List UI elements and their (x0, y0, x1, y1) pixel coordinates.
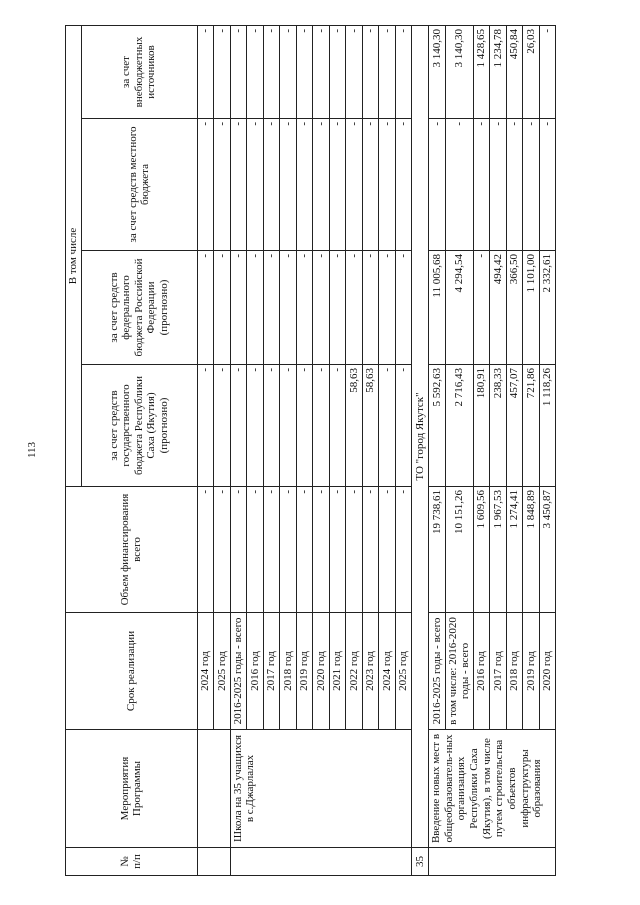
local-cell: - (214, 119, 231, 251)
section-row (412, 26, 429, 876)
federal-cell: - (473, 251, 490, 365)
extra-cell: 3 140,30 (445, 26, 473, 119)
total-cell: 10 151,26 (445, 487, 473, 613)
regional-cell: - (313, 365, 330, 487)
regional-cell: 58,63 (362, 365, 379, 487)
local-cell: - (523, 119, 540, 251)
page-number: 113 (26, 441, 38, 459)
no-cell (230, 848, 412, 876)
federal-cell: - (263, 251, 280, 365)
federal-cell: 4 294,54 (445, 251, 473, 365)
local-cell: - (329, 119, 346, 251)
financing-table (65, 25, 556, 876)
table-row (429, 26, 446, 876)
extra-cell: 1 428,65 (473, 26, 490, 119)
total-cell: - (280, 487, 297, 613)
period-cell: 2016 год (247, 613, 264, 730)
period-cell: 2020 год (313, 613, 330, 730)
period-cell: 2022 год (346, 613, 363, 730)
table-row (230, 26, 247, 876)
extra-cell: 1 234,78 (490, 26, 507, 119)
header-incl: В том числе (66, 26, 82, 487)
extra-cell: 26,03 (523, 26, 540, 119)
period-cell: 2019 год (523, 613, 540, 730)
regional-cell: 180,91 (473, 365, 490, 487)
regional-cell: - (280, 365, 297, 487)
federal-cell: - (379, 251, 396, 365)
total-cell: - (214, 487, 231, 613)
total-cell: 1 967,53 (490, 487, 507, 613)
federal-cell: - (214, 251, 231, 365)
regional-cell: 2 716,43 (445, 365, 473, 487)
extra-cell: - (329, 26, 346, 119)
extra-cell: - (230, 26, 247, 119)
header-period: Срок реализации (66, 613, 198, 730)
header-local: за счет средств местного бюджета (81, 119, 197, 251)
total-cell: - (379, 487, 396, 613)
total-cell: 1 609,56 (473, 487, 490, 613)
extra-cell: - (379, 26, 396, 119)
extra-cell: 450,84 (506, 26, 523, 119)
period-cell: 2016 год (473, 613, 490, 730)
extra-cell: - (247, 26, 264, 119)
extra-cell: - (362, 26, 379, 119)
regional-cell: - (247, 365, 264, 487)
local-cell: - (490, 119, 507, 251)
federal-cell: - (280, 251, 297, 365)
total-cell: - (247, 487, 264, 613)
federal-cell: 494,42 (490, 251, 507, 365)
local-cell: - (473, 119, 490, 251)
total-cell: 19 738,61 (429, 487, 446, 613)
header-federal: за счет средств федерального бюджета Российской Федерации (прогнозно) (81, 251, 197, 365)
local-cell: - (506, 119, 523, 251)
period-cell: 2018 год (506, 613, 523, 730)
local-cell: - (346, 119, 363, 251)
total-cell: - (329, 487, 346, 613)
extra-cell: - (313, 26, 330, 119)
federal-cell: - (329, 251, 346, 365)
period-cell: 2018 год (280, 613, 297, 730)
local-cell: - (379, 119, 396, 251)
regional-cell: 457,07 (506, 365, 523, 487)
intro-name-cell: Введение новых мест в общеобразователь-ных организациях Республики Саха (Якутия), в том числе путем строительства объектов инфраструктуры образования (429, 730, 556, 848)
local-cell: - (445, 119, 473, 251)
header-extra: за счет внебюджетных источников (81, 26, 197, 119)
header-total: Объем финансирования всего (66, 487, 198, 613)
header-no: № п/п (66, 848, 198, 876)
regional-cell: - (230, 365, 247, 487)
federal-cell: 366,50 (506, 251, 523, 365)
federal-cell: 11 005,68 (429, 251, 446, 365)
federal-cell: 2 332,61 (539, 251, 556, 365)
total-cell: 3 450,87 (539, 487, 556, 613)
total-cell: - (313, 487, 330, 613)
federal-cell: - (346, 251, 363, 365)
local-cell: - (197, 119, 214, 251)
period-cell: 2021 год (329, 613, 346, 730)
regional-cell: - (395, 365, 412, 487)
extra-cell: - (214, 26, 231, 119)
regional-cell: - (296, 365, 313, 487)
table-row (197, 26, 214, 876)
total-cell: 1 848,89 (523, 487, 540, 613)
extra-cell: - (346, 26, 363, 119)
table-container (65, 26, 630, 876)
local-cell: - (263, 119, 280, 251)
period-cell: 2025 год (214, 613, 231, 730)
federal-cell: 1 101,00 (523, 251, 540, 365)
total-cell: 1 274,41 (506, 487, 523, 613)
regional-cell: 58,63 (346, 365, 363, 487)
total-cell: - (197, 487, 214, 613)
federal-cell: - (313, 251, 330, 365)
section-number: 35 (412, 848, 429, 876)
federal-cell: - (395, 251, 412, 365)
local-cell: - (429, 119, 446, 251)
period-cell: в том числе: 2016-2020 годы - всего (445, 613, 473, 730)
period-cell: 2017 год (490, 613, 507, 730)
period-cell: 2020 год (539, 613, 556, 730)
regional-cell: 238,33 (490, 365, 507, 487)
period-cell: 2019 год (296, 613, 313, 730)
table-body (197, 26, 556, 876)
period-cell: 2024 год (379, 613, 396, 730)
local-cell: - (539, 119, 556, 251)
regional-cell: - (214, 365, 231, 487)
extra-cell: - (197, 26, 214, 119)
local-cell: - (230, 119, 247, 251)
federal-cell: - (197, 251, 214, 365)
section-title: ТО "город Якутск" (412, 26, 429, 848)
regional-cell: 1 118,26 (539, 365, 556, 487)
header-event: Мероприятия Программы (66, 730, 198, 848)
extra-cell: - (280, 26, 297, 119)
local-cell: - (362, 119, 379, 251)
regional-cell: - (197, 365, 214, 487)
rotated-table-frame (65, 26, 630, 876)
extra-cell: - (263, 26, 280, 119)
federal-cell: - (362, 251, 379, 365)
period-cell: 2017 год (263, 613, 280, 730)
regional-cell: - (329, 365, 346, 487)
federal-cell: - (230, 251, 247, 365)
no-cell (197, 848, 230, 876)
extra-cell: - (296, 26, 313, 119)
regional-cell: 5 592,63 (429, 365, 446, 487)
period-cell: 2016-2025 годы - всего (429, 613, 446, 730)
regional-cell: - (263, 365, 280, 487)
school-name-cell: Школа на 35 учащихся в с.Джарлалах (230, 730, 412, 848)
total-cell: - (263, 487, 280, 613)
regional-cell: - (379, 365, 396, 487)
total-cell: - (395, 487, 412, 613)
local-cell: - (247, 119, 264, 251)
federal-cell: - (247, 251, 264, 365)
regional-cell: 721,86 (523, 365, 540, 487)
period-cell: 2023 год (362, 613, 379, 730)
no-cell (429, 848, 556, 876)
total-cell: - (346, 487, 363, 613)
total-cell: - (230, 487, 247, 613)
local-cell: - (280, 119, 297, 251)
extra-cell: 3 140,30 (429, 26, 446, 119)
period-cell: 2024 год (197, 613, 214, 730)
local-cell: - (313, 119, 330, 251)
period-cell: 2025 год (395, 613, 412, 730)
header-regional: за счет средств государственного бюджета Республики Саха (Якутия) (прогнозно) (81, 365, 197, 487)
federal-cell: - (296, 251, 313, 365)
period-cell: 2016-2025 годы - всего (230, 613, 247, 730)
total-cell: - (296, 487, 313, 613)
total-cell: - (362, 487, 379, 613)
extra-cell: - (395, 26, 412, 119)
local-cell: - (296, 119, 313, 251)
extra-cell: - (539, 26, 556, 119)
local-cell: - (395, 119, 412, 251)
event-cell (197, 730, 230, 848)
